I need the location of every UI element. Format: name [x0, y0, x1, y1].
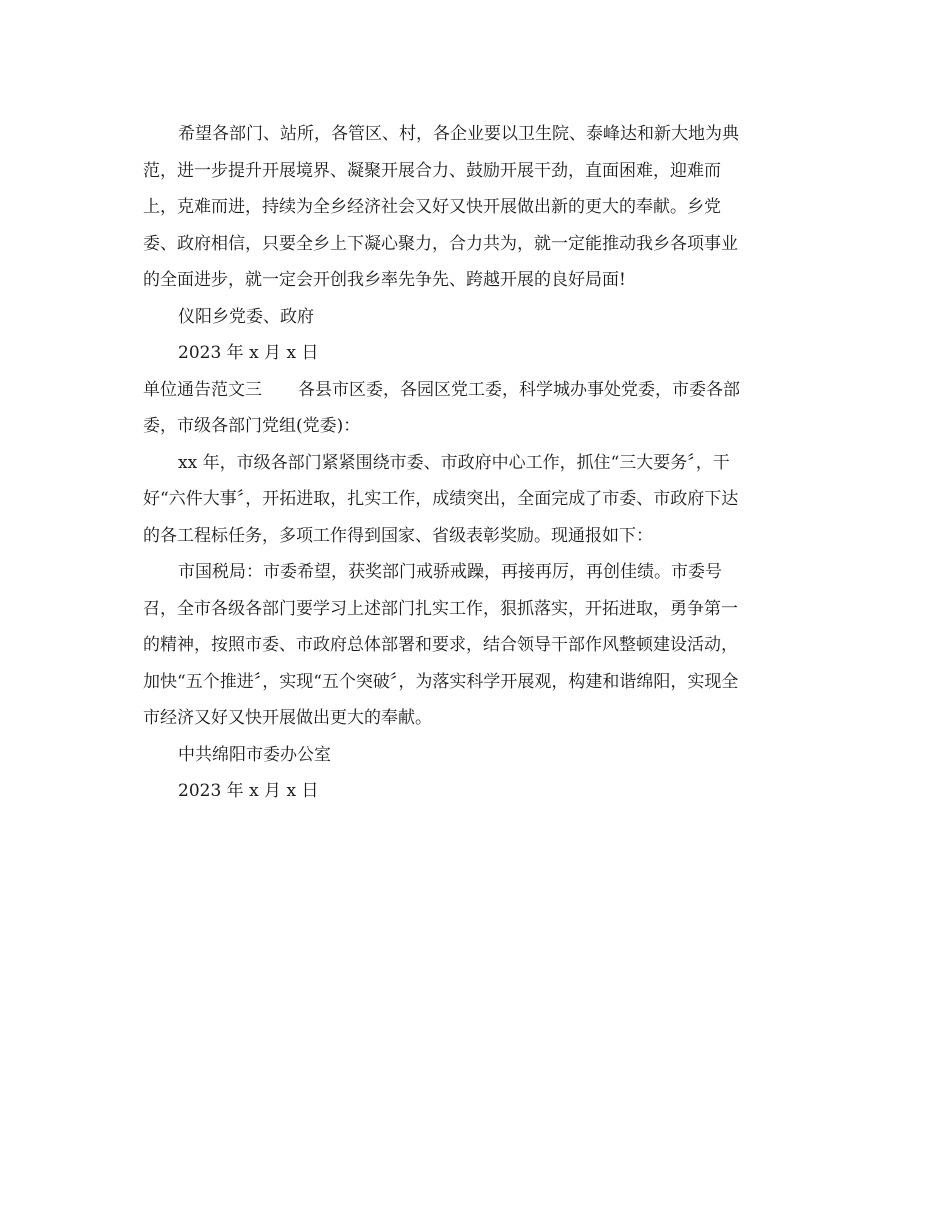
signature-date: 2023 年 x 月 x 日	[178, 343, 319, 363]
document-body	[143, 116, 823, 810]
text-line: 委、政府相信，只要全乡上下凝心聚力，合力共为，就一定能推动我乡各项事业	[143, 233, 738, 254]
signature-organization: 仪阳乡党委、政府	[178, 306, 314, 327]
text-line: 召，全市各级各部门要学习上述部门扎实工作，狠抓落实，开拓进取，勇争第一	[143, 598, 738, 619]
section-title: 单位通告范文三	[143, 379, 262, 400]
text-line: 委，市级各部门党组(党委)：	[143, 416, 361, 436]
text-line: 的精神，按照市委、市政府总体部署和要求，结合领导干部作风整顿建设活动，	[143, 635, 738, 655]
text-line: 市国税局：市委希望，获奖部门戒骄戒躁，再接再厉，再创佳绩。市委号	[178, 562, 722, 582]
text-line: 加快“五个推进〞，实现“五个突破〞，为落实科学开展观，构建和谐绵阳，实现全	[143, 671, 739, 692]
text-line: 的各工程标任务，多项工作得到国家、省级表彰奖励。现通报如下：	[143, 525, 653, 546]
text-line: 希望各部门、站所，各管区、村，各企业要以卫生院、泰峰达和新大地为典	[178, 124, 739, 144]
addressees: 各县市区委，各园区党工委，科学城办事处党委，市委各部	[298, 379, 740, 400]
signature-date: 2023 年 x 月 x 日	[178, 781, 319, 801]
text-line: 的全面进步，就一定会开创我乡率先争先、跨越开展的良好局面!	[143, 270, 626, 290]
text-line: 上，克难而进，持续为全乡经济社会又好又快开展做出新的更大的奉献。乡党	[143, 197, 721, 217]
section-heading-line	[143, 372, 823, 409]
text-line: 市经济又好又快开展做出更大的奉献。	[143, 708, 432, 728]
text-line: 好“六件大事〞，开拓进取，扎实工作，成绩突出，全面完成了市委、市政府下达	[143, 489, 739, 509]
signature-organization: 中共绵阳市委办公室	[178, 744, 331, 765]
text-line: xx 年，市级各部门紧紧围绕市委、市政府中心工作，抓住“三大要务〞，干	[178, 452, 730, 473]
text-line: 范，进一步提升开展境界、凝聚开展合力、鼓励开展干劲，直面困难，迎难而	[143, 160, 721, 181]
